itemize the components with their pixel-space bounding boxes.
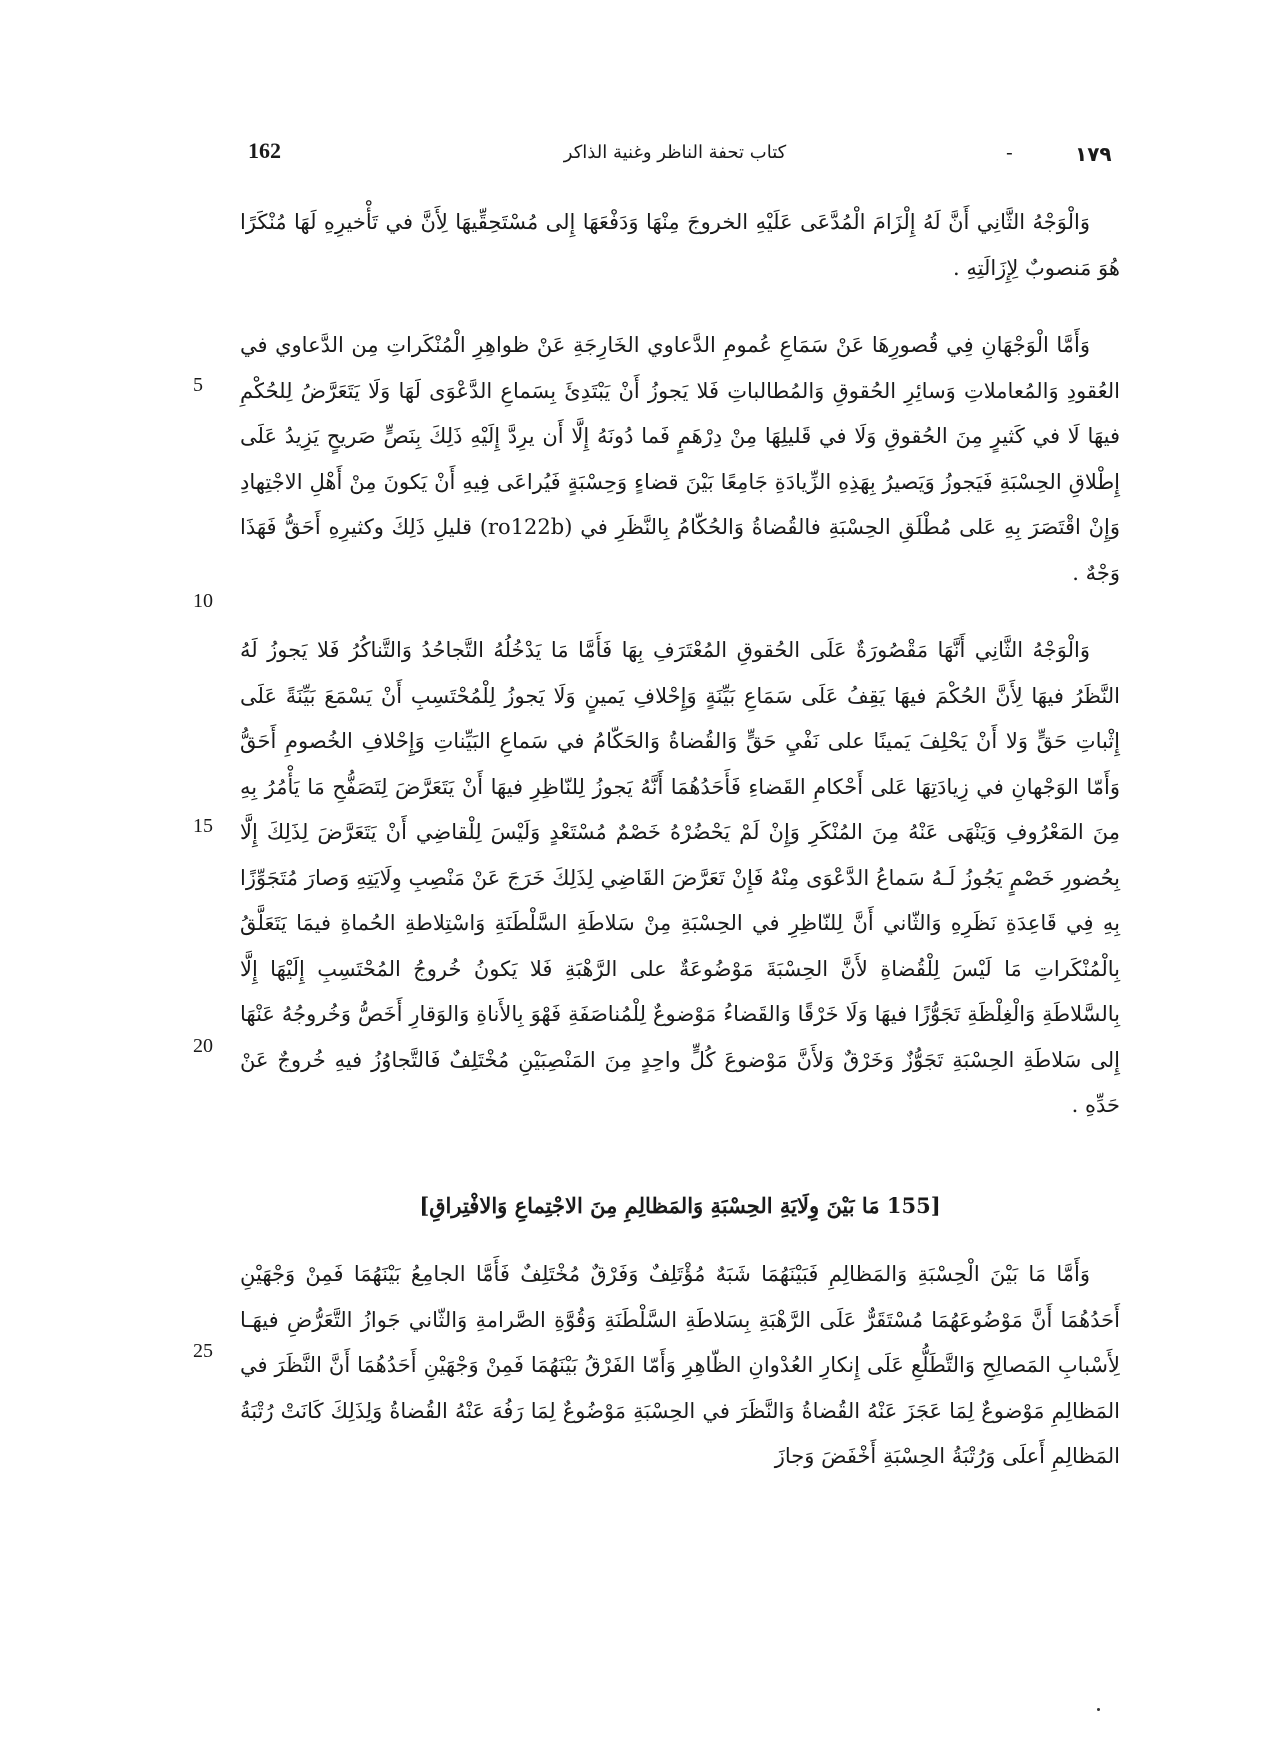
paragraph-3: وَالْوَجْهُ الثَّانِي أَنَّهَا مَقْصُورَةٌ عَلَى الحُقوقِ المُعْتَرَفِ بِهَا فَأَمَّا مَا يَدْخُلُهُ التَّجاحُدُ وَالتَّناكُرُ فَلا يَجوزُ لَهُ النَّظَرُ فيهَا لِأَنَّ الحُكْمَ فيهَا يَقِفُ عَلَى سَمَاعِ بَيِّنَةٍ وَإِحْلافِ يَمينٍ وَلَا يَجوزُ لِلْمُحْتَسِبِ أَنْ يَسْمَعَ بَيِّنَةً عَلَى إِثْباتِ حَقٍّ وَلا أَنْ يَحْلِفَ يَمينًا على نَفْيِ حَقٍّ وَالقُضاةُ وَالحَكّامُ في سَماعِ البَيِّناتِ وَإِحْلافِ الخُصومِ أَحَقُّ وَأَمّا الوَجْهانِ في زِيادَتِهَا عَلى أَحْكامِ القَضاءِ فَأَحَدُهُمَا أَنَّهُ يَجوزُ لِلنّاظِرِ فيهَا أَنْ يَتَعَرَّضَ لِتَصَفُّحِ مَا يَأْمُرُ بِهِ مِنَ المَعْرُوفِ وَيَنْهَى عَنْهُ مِنَ المُنْكَرِ وَإِنْ لَمْ يَحْضُرْهُ خَصْمٌ مُسْتَعْدٍ وَلَيْسَ لِلْقاضِي أَنْ يَتَعَرَّضَ لِذَلِكَ إِلَّا بِحُضورِ خَصْمٍ يَجُوزُ لَـهُ سَماعُ الدَّعْوَى مِنْهُ فَإِنْ تَعَرَّضَ القَاضِي لِذَلِكَ خَرَجَ عَنْ مَنْصِبِ وِلَايَتِهِ وَصارَ مُتَجَوِّزًا بِهِ فِي قَاعِدَةِ نَظَرِهِ وَالثّاني أَنَّ لِلنّاظِرِ في الحِسْبَةِ مِنْ سَلاطَةِ السَّلْطَنَةِ وَاسْتِلاطةِ الحُماةِ فيمَا يَتَعَلَّقُ بِالْمُنْكَراتِ مَا لَيْسَ لِلْقُضاةِ لأَنَّ الحِسْبَةَ مَوْضُوعَةٌ على الرَّهْبَةِ فَلا يَكونُ خُروجُ المُحْتَسِبِ إِلَيْهَا إِلَّا بِالسَّلاطَةِ وَالْغِلْظَةِ تَجَوُّزًا فيهَا وَلَا خَرْقًا وَالقَضاءُ مَوْضوعٌ لِلْمُناصَفَةِ فَهْوَ بِالأَناةِ وَالوَقارِ أَخَصُّ وَخُروجُهُ عَنْهَا إِلى سَلاطَةِ الحِسْبَةِ تَجَوُّزٌ وَخَرْقٌ وَلأَنَّ مَوْضوعَ كُلٍّ واحِدٍ مِنَ المَنْصِبَيْنِ مُخْتَلِفٌ فَالتَّجاوُزُ فيهِ خُروجٌ عَنْ حَدِّهِ . (240, 638, 1120, 1117)
body-text (240, 200, 1120, 1480)
page-number-arabic: ١٧٩ (1075, 142, 1112, 166)
paragraph-2: وَأَمَّا الْوَجْهَانِ فِي قُصورِهَا عَنْ سَمَاعِ عُمومِ الدَّعاوي الخَارِجَةِ عَنْ ظواهِرِ الْمُنْكَراتِ مِن الدَّعاوي في العُقودِ وَالمُعاملاتِ وَسائِرِ الحُقوقِ وَالمُطالباتِ فَلا يَجوزُ أَنْ يَبْتَدِئَ بِسَماعِ الدَّعْوَى لَهَا وَلَا يَتَعَرَّضُ لِلحُكْمِ فيهَا لَا في كَثيرٍ مِنَ الحُقوقِ وَلَا في قَليلِهَا مِنْ دِرْهَمٍ فَما دُونَهُ إِلَّا أَن يرِدَّ إِلَيْهِ ذَلِكَ بِنَصٍّ صَريحٍ يَزِيدُ عَلَى إِطْلاقِ الحِسْبَةِ فَيَجوزُ وَيَصيرُ بِهَذِهِ الزِّيادَةِ جَامِعًا بَيْنَ قضاءٍ وَحِسْبَةٍ فَيُراعَى فِيهِ أَنْ يَكونَ مِنْ أَهْلِ الاجْتِهادِ وَإِنْ اقْتَصَرَ بِهِ عَلى مُطْلَقِ الحِسْبَةِ فالقُضاةُ وَالحُكّامُ بِالنَّظَرِ في (ro122b) قليلِ ذَلِكَ وكثيرِهِ أَحَقُّ فَهَذَا وَجْهٌ . (240, 333, 1120, 585)
header-dash: - (1006, 140, 1013, 164)
line-marker-15: 15 (193, 815, 213, 837)
line-marker-25: 25 (193, 1340, 213, 1362)
section-heading: [155 مَا بَيْنَ وِلَايَةِ الحِسْبَةِ وَالمَظالِمِ مِنَ الاجْتِماعِ وَالافْتِراقِ] (419, 1192, 941, 1218)
page-number-latin: 162 (248, 138, 281, 163)
running-title: كتاب تحفة الناظر وغنية الذاكر (563, 142, 787, 163)
paragraph-1: وَالْوَجْهُ الثَّانِي أَنَّ لَهُ إِلْزَامَ الْمُدَّعَى عَلَيْهِ الخروجَ مِنْهَا وَدَفْعَهَا إِلى مُسْتَحِقِّيهَا لِأَنَّ في تَأْخيرِهِ لَهَا مُنْكَرًا هُوَ مَنصوبٌ لِإِزَالَتِهِ . (240, 210, 1120, 280)
scan-speck (1097, 1708, 1100, 1711)
line-marker-20: 20 (193, 1035, 213, 1057)
line-marker-10: 10 (193, 590, 213, 612)
line-marker-5: 5 (193, 374, 203, 396)
paragraph-4: وَأَمَّا مَا بَيْنَ الْحِسْبَةِ وَالمَظالِمِ فَبَيْنَهُمَا شَبَهٌ مُؤْتَلِفٌ وَفَرْقٌ مُخْتَلِفٌ فَأَمَّا الجامِعُ بَيْنَهُمَا فَمِنْ وَجْهَيْنِ أَحَدُهُمَا أَنَّ مَوْضُوعَهُمَا مُسْتَقَرٌّ عَلَى الرَّهْبَةِ بِسَلاطَةِ السَّلْطَنَةِ وَقُوَّةِ الصَّرامةِ وَالثّاني جَوازُ التَّعَرُّضِ فيهَـا لِأَسْبابِ المَصالِحِ وَالتَّطَلُّعِ عَلَى إِنكارِ العُدْوانِ الظّاهِرِ وَأَمّا الفَرْقُ بَيْنَهُمَا فَمِنْ وَجْهَيْنِ أَحَدُهُمَا أَنَّ النَّظَرَ في المَظالِمِ مَوْضوعٌ لِمَا عَجَزَ عَنْهُ القُضاةُ وَالنَّظَرَ في الحِسْبَةِ مَوْضُوعٌ لِمَا رَفُهَ عَنْهُ القُضاةُ وَلِذَلِكَ كَانَتْ رُتْبَةُ المَظالِمِ أَعلَى وَرُتْبَةُ الحِسْبَةِ أَخْفَضَ وَجازَ (240, 1262, 1120, 1468)
page-header (0, 138, 1271, 178)
